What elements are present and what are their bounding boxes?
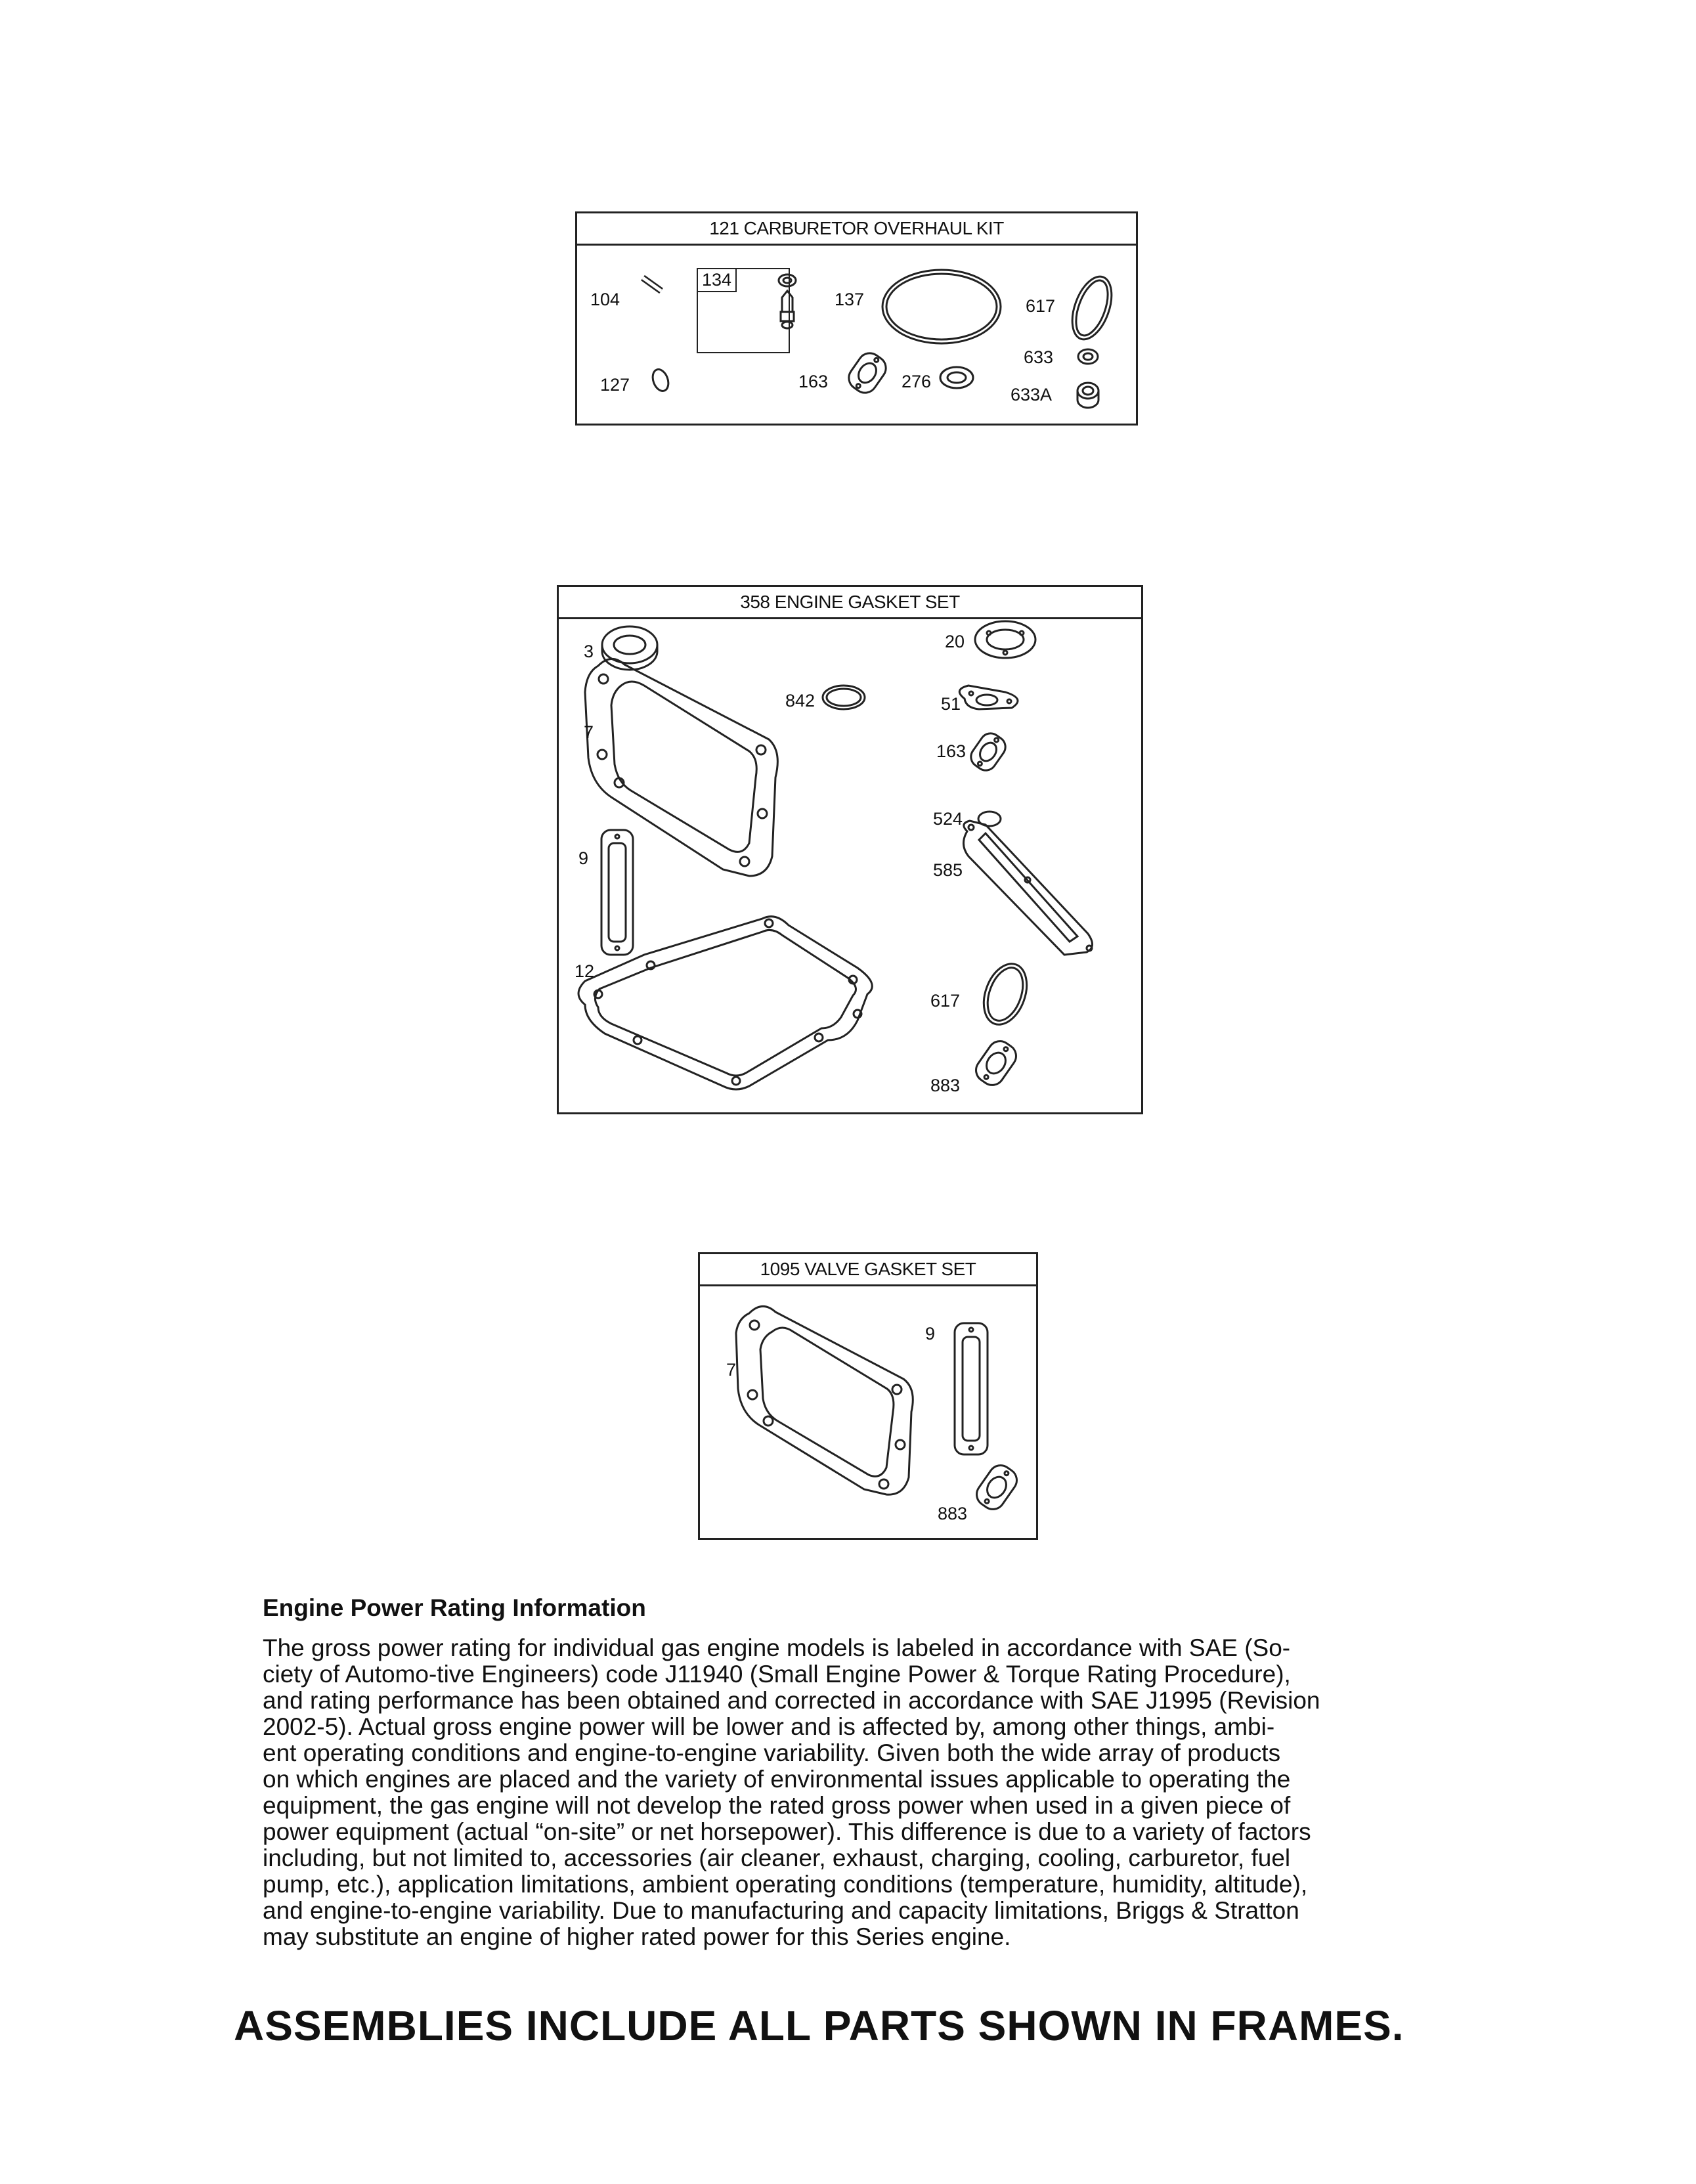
large-oring-inner — [886, 274, 997, 339]
part-label-883: 883 — [938, 1504, 968, 1523]
part-label-3: 3 — [584, 642, 594, 661]
part-label-127: 127 — [600, 375, 630, 395]
gasket-883-part — [971, 1037, 1020, 1090]
paragraph-line: and rating performance has been obtained and corrected in accordance with SAE J1995 (Revision — [263, 1687, 1320, 1714]
power-rating-paragraph — [263, 1635, 1438, 1950]
part-label-276: 276 — [902, 372, 932, 391]
crankcase-gasket-12-part — [578, 917, 872, 1089]
part-label-134: 134 — [697, 268, 737, 292]
paragraph-line: power equipment (actual “on-site” or net horsepower). This difference is due to a variety of factors — [263, 1818, 1311, 1845]
gasket-51-part — [959, 686, 1018, 709]
part-label-9: 9 — [925, 1324, 936, 1343]
paragraph-line: ciety of Automo-tive Engineers) code J11940 (Small Engine Power & Torque Rating Procedure), — [263, 1661, 1291, 1688]
paragraph-line: pump, etc.), application limitations, ambient operating conditions (temperature, humidity, altitude), — [263, 1871, 1308, 1898]
washer-633-part — [1078, 349, 1098, 364]
oil-seal-3-part — [602, 626, 657, 670]
oring-127-part — [650, 367, 671, 393]
part-label-585: 585 — [933, 860, 963, 880]
part-label-617: 617 — [930, 991, 961, 1011]
part-label-7: 7 — [726, 1360, 737, 1380]
carburetor-kit-parts-illustration — [577, 213, 1136, 424]
part-label-524: 524 — [933, 809, 963, 829]
paragraph-line: and engine-to-engine variability. Due to manufacturing and capacity limitations, Briggs & Stratton — [263, 1897, 1299, 1924]
paragraph-line: ent operating conditions and engine-to-engine variability. Given both the wide array of products — [263, 1739, 1281, 1766]
assemblies-footer-note: ASSEMBLIES INCLUDE ALL PARTS SHOWN IN FRAMES. — [234, 2002, 1404, 2049]
kit-title: 1095 VALVE GASKET SET — [700, 1254, 1036, 1286]
engine-gasket-set-frame — [557, 585, 1143, 1114]
paragraph-line: may substitute an engine of higher rated power for this Series engine. — [263, 1923, 1011, 1950]
part-label-633a: 633A — [1011, 385, 1053, 404]
part-label-883: 883 — [930, 1076, 961, 1095]
part-label-633: 633 — [1024, 347, 1054, 367]
bushing-633a-part — [1077, 383, 1098, 408]
power-rating-heading: Engine Power Rating Information — [263, 1594, 646, 1621]
paragraph-line: including, but not limited to, accessories (air cleaner, exhaust, charging, cooling, carburetor, fuel — [263, 1845, 1291, 1871]
kit-title: 358 ENGINE GASKET SET — [559, 587, 1141, 619]
large-oring-part — [882, 270, 1001, 343]
seal-20-part — [975, 621, 1035, 658]
paragraph-line: The gross power rating for individual gas engine models is labeled in accordance with SAE (So- — [263, 1634, 1291, 1661]
part-label-137: 137 — [835, 290, 865, 309]
part-label-12: 12 — [575, 961, 595, 981]
valve-gasket-set-frame — [698, 1252, 1038, 1540]
part-label-51: 51 — [941, 694, 961, 714]
paragraph-line: equipment, the gas engine will not develop the rated gross power when used in a given piece of — [263, 1792, 1291, 1819]
gasket-163-part — [967, 730, 1010, 775]
pin-part — [643, 278, 661, 291]
oring-617-part — [1064, 271, 1119, 345]
engine-gasket-parts-illustration — [559, 587, 1141, 1112]
breather-gasket-9-part — [955, 1323, 988, 1454]
carburetor-overhaul-kit-frame — [575, 211, 1138, 426]
seal-276-part — [940, 367, 973, 388]
head-gasket-7-part — [736, 1306, 913, 1495]
gasket-163-part — [844, 349, 890, 397]
paragraph-line: on which engines are placed and the variety of environmental issues applicable to operating the — [263, 1766, 1291, 1793]
part-label-842: 842 — [785, 691, 815, 710]
intake-gasket-585-part — [963, 821, 1092, 955]
gasket-883-part — [972, 1461, 1021, 1514]
part-label-104: 104 — [590, 290, 620, 309]
part-label-20: 20 — [945, 632, 965, 651]
part-label-163: 163 — [798, 372, 829, 391]
part-label-7: 7 — [584, 722, 594, 742]
part-label-9: 9 — [578, 848, 589, 868]
part-label-617: 617 — [1026, 296, 1056, 316]
breather-gasket-9-part — [601, 830, 633, 955]
kit-title: 121 CARBURETOR OVERHAUL KIT — [577, 213, 1136, 246]
valve-gasket-parts-illustration — [700, 1254, 1036, 1538]
paragraph-line: 2002-5). Actual gross engine power will be lower and is affected by, among other things, ambi- — [263, 1713, 1275, 1740]
part-label-163: 163 — [936, 741, 967, 761]
